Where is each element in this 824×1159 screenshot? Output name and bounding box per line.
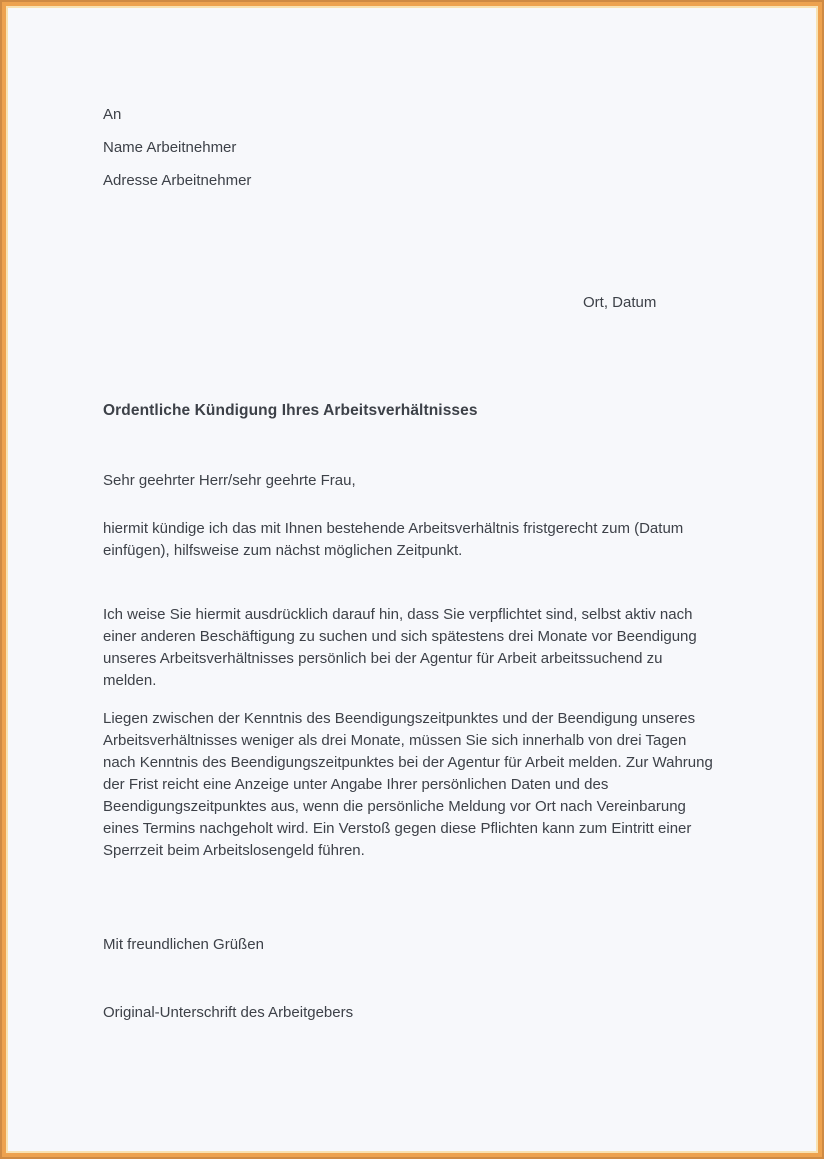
letter-page <box>8 8 816 1151</box>
subject-line: Ordentliche Kündigung Ihres Arbeitsverhältnisses <box>103 402 478 419</box>
closing-greeting: Mit freundlichen Grüßen <box>103 936 264 953</box>
employer-signature-line: Original-Unterschrift des Arbeitgebers <box>103 1004 354 1021</box>
salutation: Sehr geehrter Herr/sehr geehrte Frau, <box>103 472 356 489</box>
place-date-line: Ort, Datum <box>583 294 657 311</box>
recipient-prefix: An <box>103 106 122 123</box>
recipient-address: Adresse Arbeitnehmer <box>103 172 252 189</box>
recipient-address-block <box>103 8 716 192</box>
paragraph-termination-notice: hiermit kündige ich das mit Ihnen bestehende Arbeitsverhältnis fristgerecht zum (Datum einfügen), hilfsweise zum nächst möglichen Zeitpunkt. <box>103 520 684 559</box>
recipient-name: Name Arbeitnehmer <box>103 139 237 156</box>
page-border-inner <box>6 6 818 1153</box>
paragraph-reporting-deadline: Liegen zwischen der Kenntnis des Beendigungszeitpunktes und der Beendigung unseres Arbeitsverhältnisses weniger als drei Monate, müssen Sie sich innerhalb von drei Tagen nach Kenntnis des Beendigungszeitpunktes bei der Agentur für Arbeit melden. Zur Wahrung der Frist reicht eine Anzeige unter Angabe Ihrer persönlichen Daten und des Beendigungszeitpunktes aus, wenn die persönliche Meldung vor Ort nach Vereinbarung eines Termins nachgeholt wird. Ein Verstoß gegen diese Pflichten kann zum Eintritt einer Sperrzeit beim Arbeitslosengeld führen. <box>103 710 713 859</box>
page-border-main <box>2 2 822 1157</box>
paragraph-job-search-obligation: Ich weise Sie hiermit ausdrücklich darauf hin, dass Sie verpflichtet sind, selbst aktiv nach einer anderen Beschäftigung zu suchen und sich spätestens drei Monate vor Beendigung unseres Arbeitsverhältnisses persönlich bei der Agentur für Arbeit arbeitssuchend zu melden. <box>103 606 697 689</box>
